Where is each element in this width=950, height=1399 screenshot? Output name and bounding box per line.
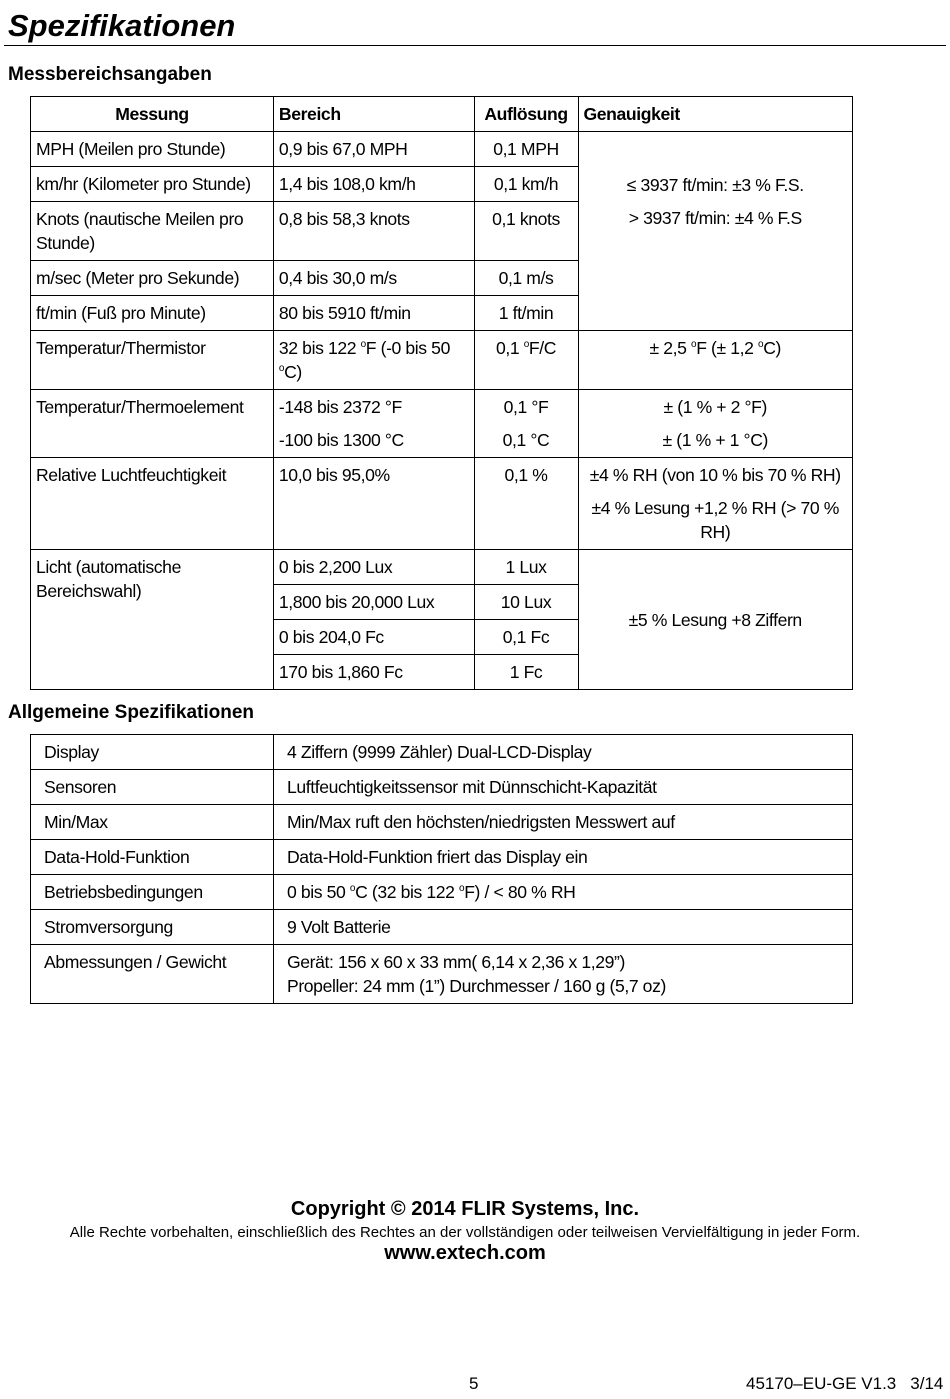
range-cell: 10,0 bis 95,0% [273,458,474,550]
resolution-cell [474,331,578,390]
value-line: Gerät: 156 x 60 x 33 mm( 6,14 x 2,36 x 1,29”) [287,952,625,972]
resolution-text: 0,1 °C [502,430,550,450]
table-row [31,805,853,840]
table-row [31,458,853,550]
table-row [31,840,853,875]
resolution-cell: 0,1 % [474,458,578,550]
spec-key: Betriebsbedingungen [31,875,274,910]
resolution-cell: 0,1 m/s [474,261,578,296]
measurement-cell: Temperatur/Thermoelement [31,390,274,458]
range-cell: 0 bis 2,200 Lux [273,550,474,585]
spec-key: Data-Hold-Funktion [31,840,274,875]
table-header-row [31,97,853,132]
page-title: Spezifikationen [8,8,236,43]
accuracy-line: > 3937 ft/min: ±4 % F.S [628,208,802,228]
spec-value: Data-Hold-Funktion friert das Display ein [274,840,853,875]
doc-version: 45170–EU-GE V1.3 [746,1374,897,1393]
degree-sup: o [523,339,529,351]
measurement-cell: Relative Luchtfeuchtigkeit [31,458,274,550]
range-cell: 170 bis 1,860 Fc [273,655,474,690]
resolution-cell [474,390,578,458]
accuracy-cell [578,390,853,458]
range-text: C) [284,362,302,382]
range-cell: 0,9 bis 67,0 MPH [273,132,474,167]
value-line: Propeller: 24 mm (1”) Durchmesser / 160 g (5,7 oz) [287,976,666,996]
measurement-cell: m/sec (Meter pro Sekunde) [31,261,274,296]
measurement-cell: Licht (automatische Bereichswahl) [31,550,274,690]
col-header-range: Bereich [273,97,474,132]
spec-key: Sensoren [31,770,274,805]
resolution-cell: 0,1 km/h [474,167,578,202]
resolution-cell: 1 Fc [474,655,578,690]
measurement-cell: km/hr (Kilometer pro Stunde) [31,167,274,202]
rights-statement: Alle Rechte vorbehalten, einschließlich des Rechtes an der vollständigen oder teilweisen Vervielfältigung in jeder Form. [69,1224,861,1241]
copyright-line: Copyright © 2014 FLIR Systems, Inc. [290,1198,640,1220]
range-cell: 1,800 bis 20,000 Lux [273,585,474,620]
resolution-text: F/C [528,338,557,358]
range-cell: 80 bis 5910 ft/min [273,296,474,331]
col-header-measurement: Messung [31,97,274,132]
spec-value: 9 Volt Batterie [274,910,853,945]
section-heading-measurement: Messbereichsangaben [8,64,212,85]
degree-sup: o [360,339,366,351]
resolution-cell: 1 Lux [474,550,578,585]
spec-key: Stromversorgung [31,910,274,945]
air-accuracy-cell [578,132,853,331]
range-cell: 0 bis 204,0 Fc [273,620,474,655]
light-accuracy-cell: ±5 % Lesung +8 Ziffern [578,550,853,690]
spec-value: Luftfeuchtigkeitssensor mit Dünnschicht-Kapazität [274,770,853,805]
range-cell: 1,4 bis 108,0 km/h [273,167,474,202]
spec-value [274,945,853,1004]
resolution-text: 0,1 °F [503,397,549,417]
general-spec-table [30,734,853,1004]
section-heading-general: Allgemeine Spezifikationen [8,702,254,723]
page-number: 5 [469,1374,479,1393]
degree-sup: o [278,363,285,375]
range-text: -100 bis 1300 °C [278,430,404,450]
range-cell [273,390,474,458]
spec-key: Display [31,735,274,770]
document-id [746,1374,943,1394]
degree-sup: o [758,339,764,351]
value-text: 0 bis 50 [287,882,350,902]
measurement-cell: ft/min (Fuß pro Minute) [31,296,274,331]
resolution-cell: 1 ft/min [474,296,578,331]
accuracy-text: ± 2,5 [649,338,692,358]
measurement-spec-table [30,96,853,690]
accuracy-text: C) [763,338,781,358]
range-text: 32 bis 122 [278,338,361,358]
spec-key: Min/Max [31,805,274,840]
table-row [31,390,853,458]
spec-key: Abmessungen / Gewicht [31,945,274,1004]
range-text: -148 bis 2372 °F [278,397,402,417]
table-row [31,945,853,1004]
degree-sup: o [349,883,356,895]
range-cell [273,331,474,390]
accuracy-line: ≤ 3937 ft/min: ±3 % F.S. [626,175,804,195]
spec-value: Min/Max ruft den höchsten/niedrigsten Messwert auf [274,805,853,840]
table-row [31,910,853,945]
accuracy-text: ± (1 % + 2 °F) [663,397,767,417]
measurement-cell: MPH (Meilen pro Stunde) [31,132,274,167]
table-row [31,735,853,770]
table-row [31,132,853,167]
value-text: C (32 bis 122 [355,882,460,902]
title-rule [4,45,946,46]
website-link[interactable]: www.extech.com [384,1242,546,1264]
resolution-cell: 10 Lux [474,585,578,620]
col-header-resolution: Auflösung [474,97,578,132]
accuracy-text: F (± 1,2 [696,338,759,358]
range-cell: 0,8 bis 58,3 knots [273,202,474,261]
resolution-text: 0,1 [495,338,524,358]
doc-page-count: 3/14 [910,1374,944,1393]
range-text: F (-0 bis 50 [365,338,450,358]
degree-sup: o [459,883,465,895]
measurement-cell: Temperatur/Thermistor [31,331,274,390]
accuracy-text: ±4 % RH (von 10 % bis 70 % RH) [589,465,841,485]
table-row [31,875,853,910]
range-cell: 0,4 bis 30,0 m/s [273,261,474,296]
degree-sup: o [691,339,697,351]
table-row [31,331,853,390]
spec-value: 4 Ziffern (9999 Zähler) Dual-LCD-Display [274,735,853,770]
table-row [31,770,853,805]
spec-value [274,875,853,910]
col-header-accuracy: Genauigkeit [578,97,853,132]
accuracy-text: ±4 % Lesung +1,2 % RH (> 70 % RH) [591,498,839,542]
value-text: F) / < 80 % RH [464,882,576,902]
accuracy-cell [578,458,853,550]
accuracy-cell [578,331,853,390]
resolution-cell: 0,1 Fc [474,620,578,655]
table-row [31,550,853,585]
measurement-cell: Knots (nautische Meilen pro Stunde) [31,202,274,261]
resolution-cell: 0,1 MPH [474,132,578,167]
resolution-cell: 0,1 knots [474,202,578,261]
accuracy-text: ± (1 % + 1 °C) [662,430,768,450]
